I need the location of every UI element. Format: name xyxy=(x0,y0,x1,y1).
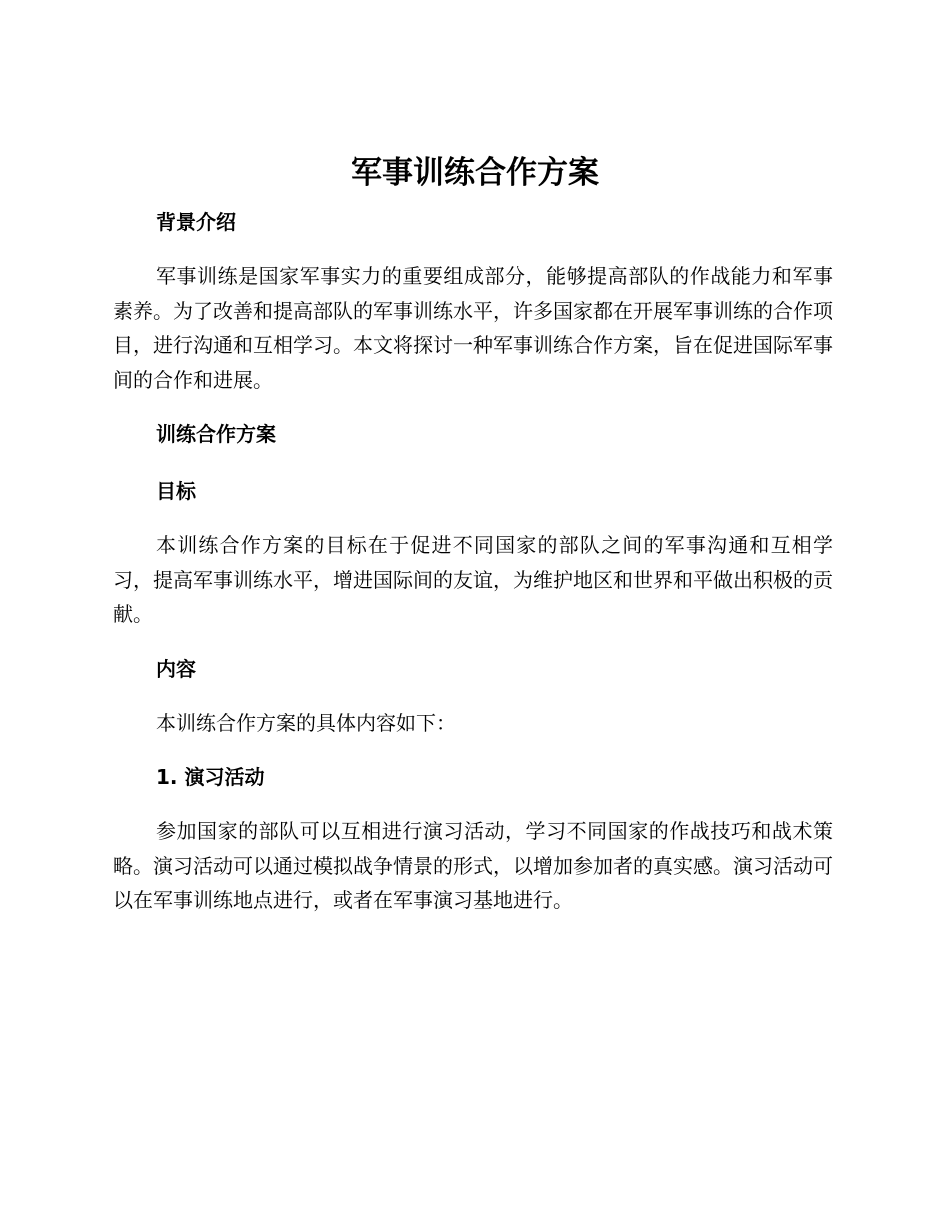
spacer xyxy=(113,797,833,814)
document-body xyxy=(113,202,833,918)
section-heading-exercise: 1. 演习活动 xyxy=(156,765,265,789)
spacer xyxy=(113,740,833,757)
paragraph-background: 军事训练是国家军事实力的重要组成部分，能够提高部队的作战能力和军事素养。为了改善和提高部队的军事训练水平，许多国家都在开展军事训练的合作项目，进行沟通和互相学习。本文将探讨一种军事训练合作方案，旨在促进国际军事间的合作和进展。 xyxy=(113,264,833,392)
spacer xyxy=(113,511,833,528)
paragraph-content-intro: 本训练合作方案的具体内容如下： xyxy=(156,710,456,735)
document-title: 军事训练合作方案 xyxy=(351,155,599,191)
section-heading-plan: 训练合作方案 xyxy=(156,422,276,446)
spacer xyxy=(113,689,833,706)
spacer xyxy=(113,397,833,414)
spacer xyxy=(113,632,833,649)
paragraph-goal: 本训练合作方案的目标在于促进不同国家的部队之间的军事沟通和互相学习，提高军事训练水平，增进国际间的友谊，为维护地区和世界和平做出积极的贡献。 xyxy=(113,533,833,626)
section-heading-goal: 目标 xyxy=(156,479,196,503)
section-heading-background: 背景介绍 xyxy=(156,210,236,234)
spacer xyxy=(113,242,833,259)
spacer xyxy=(113,454,833,471)
section-heading-content: 内容 xyxy=(156,656,196,681)
paragraph-exercise: 参加国家的部队可以互相进行演习活动，学习不同国家的作战技巧和战术策略。演习活动可以通过模拟战争情景的形式，以增加参加者的真实感。演习活动可以在军事训练地点进行，或者在军事演习基地进行。 xyxy=(113,819,833,912)
